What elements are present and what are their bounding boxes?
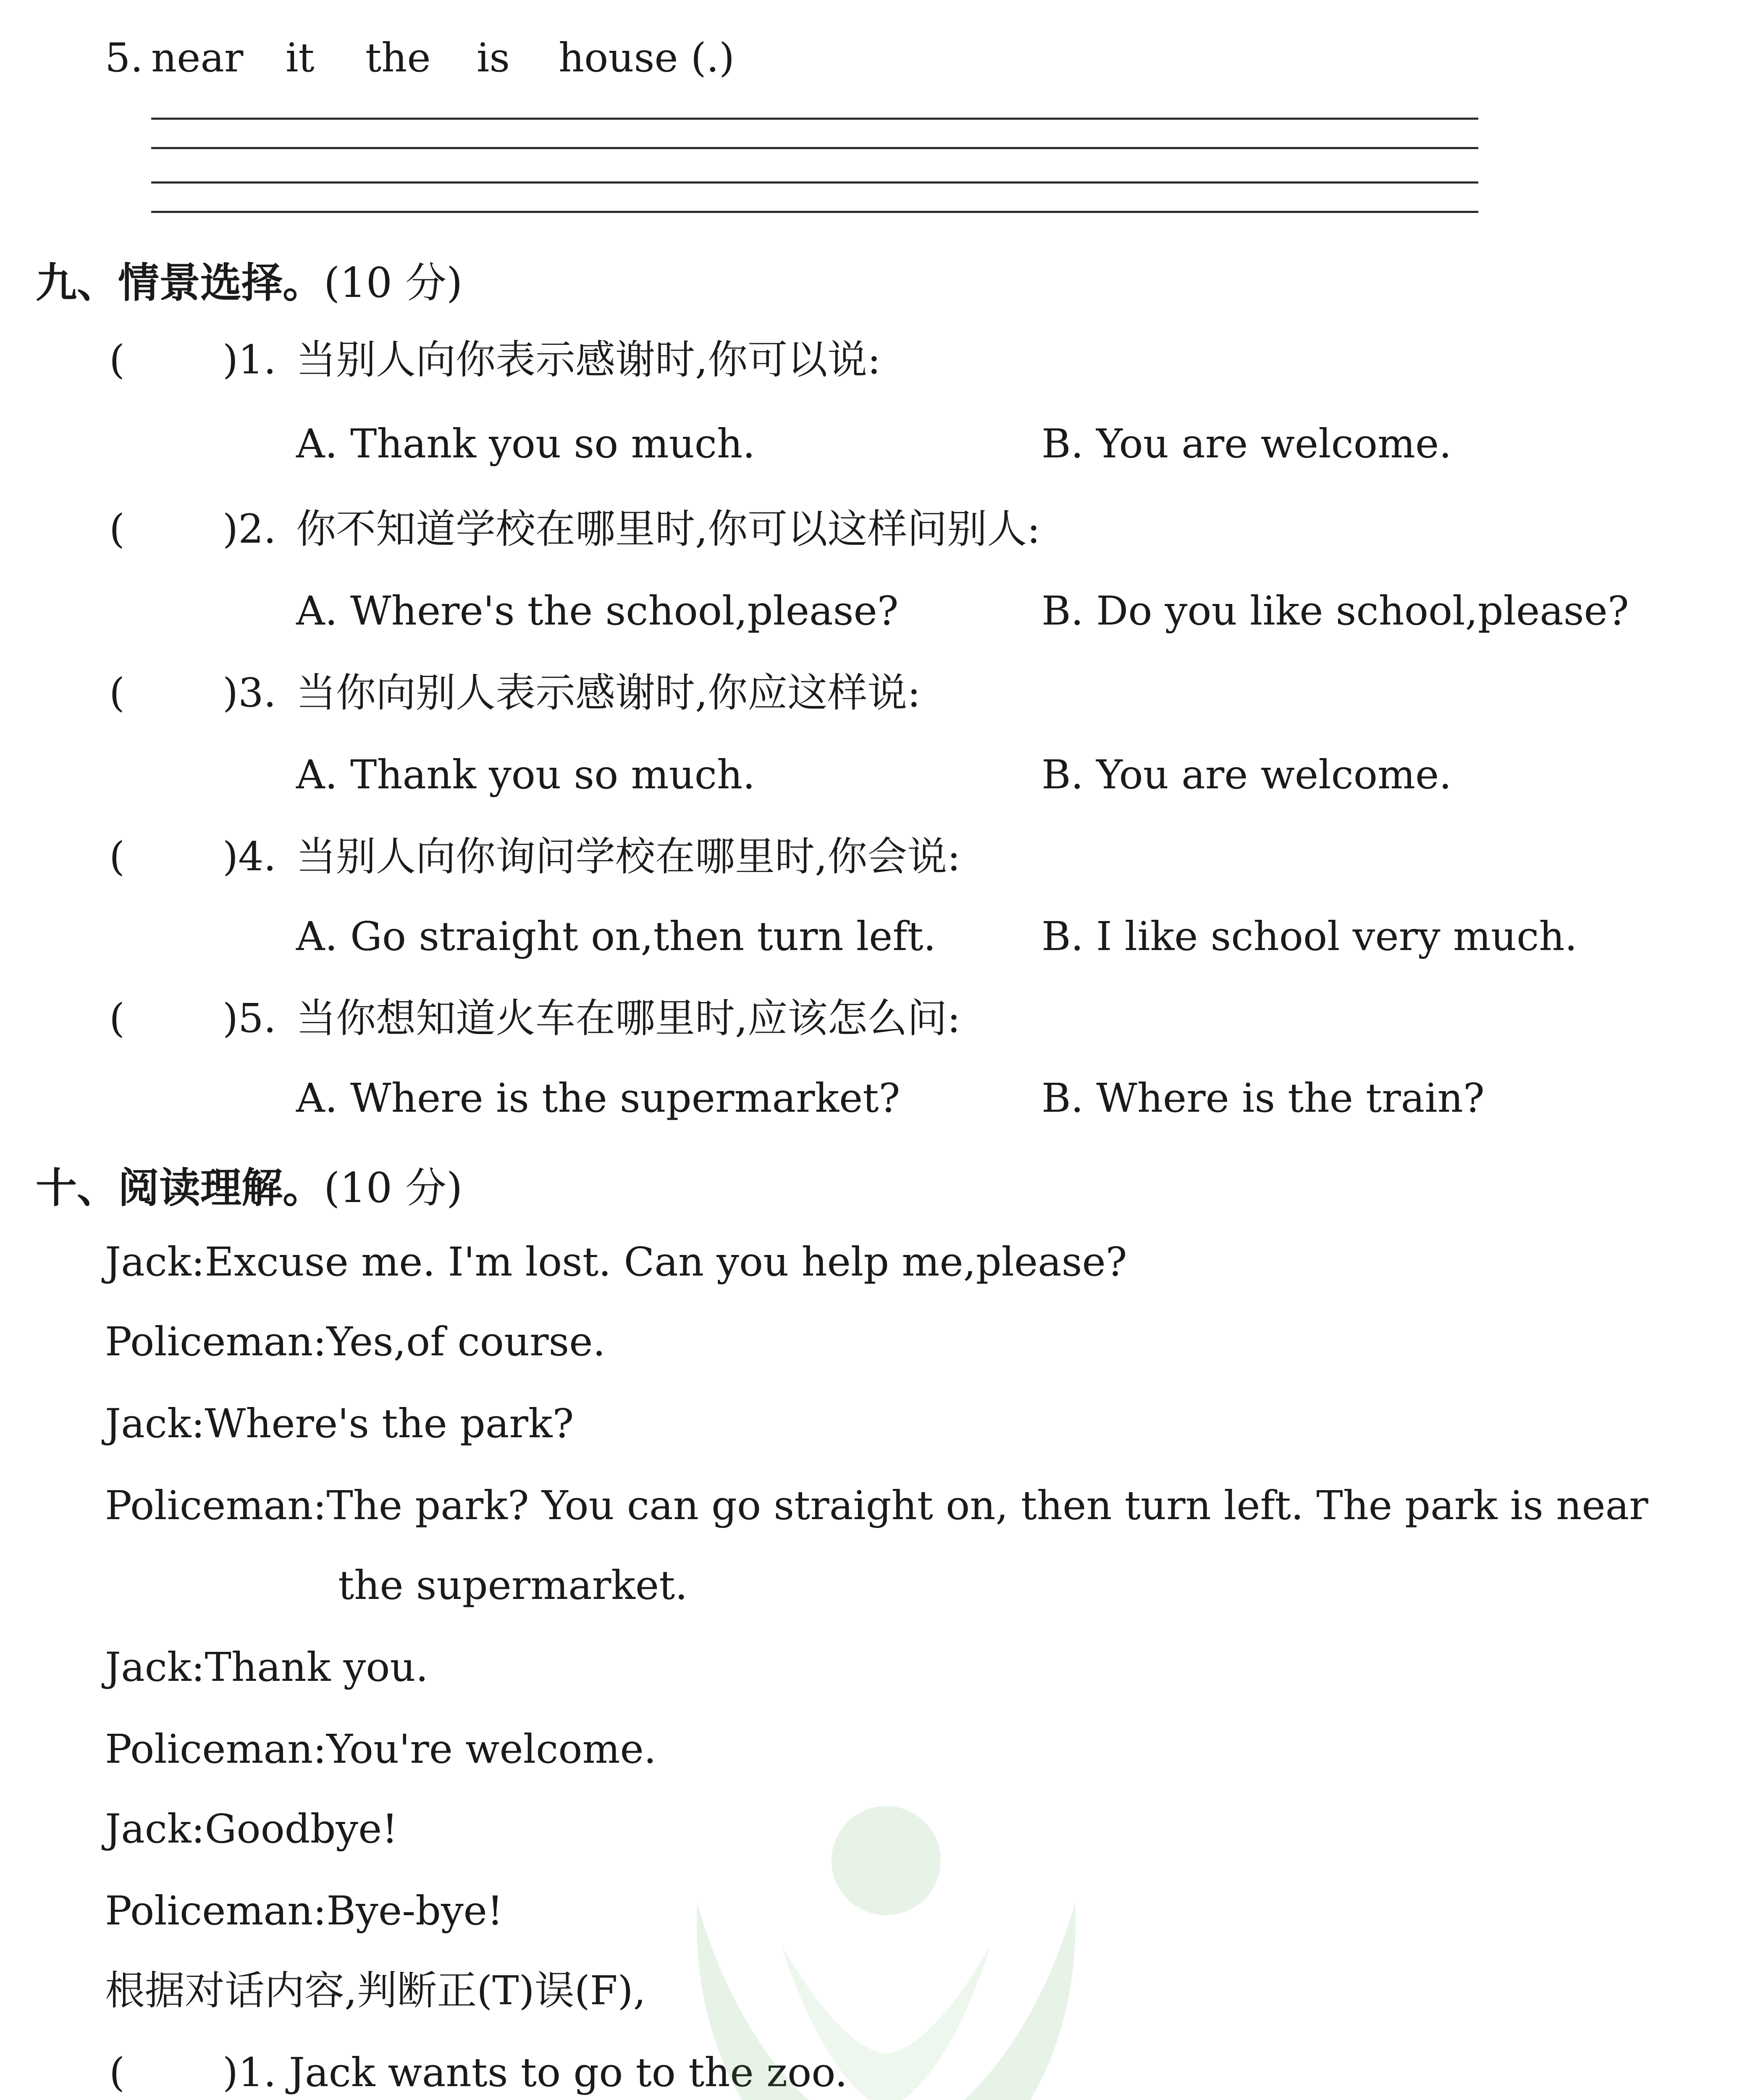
option-b[interactable]: B. You are welcome. <box>1042 421 1452 467</box>
dialogue-line: Jack:Thank you. <box>105 1644 428 1690</box>
option-a[interactable]: A. Where's the school,please? <box>296 588 899 634</box>
dialogue-line: Jack:Excuse me. I'm lost. Can you help me,please? <box>105 1239 1127 1285</box>
answer-line-4[interactable] <box>151 211 1478 213</box>
q8-item5 <box>105 33 143 83</box>
section10-heading <box>36 1155 462 1214</box>
answer-paren-open[interactable]: ( <box>109 995 125 1042</box>
section9-title: 九、情景选择。 <box>36 259 324 307</box>
question-number: )3. <box>223 670 276 716</box>
option-b[interactable]: B. Where is the train? <box>1042 1075 1485 1121</box>
q8-word-3: the <box>365 35 431 81</box>
dialogue-line: Jack:Goodbye! <box>105 1806 398 1852</box>
dialogue-line: Policeman:You're welcome. <box>105 1726 656 1772</box>
dialogue-line: Jack:Where's the park? <box>105 1401 574 1447</box>
section10-points: (10 分) <box>324 1164 463 1212</box>
question-number: )2. <box>223 506 276 552</box>
answer-line-2[interactable] <box>151 147 1478 149</box>
answer-paren-open[interactable]: ( <box>109 2050 125 2096</box>
answer-paren-open[interactable]: ( <box>109 670 125 716</box>
option-a[interactable]: A. Go straight on,then turn left. <box>296 914 936 960</box>
answer-line-1[interactable] <box>151 118 1478 120</box>
question-number: )5. <box>223 995 276 1042</box>
question-text: 当你想知道火车在哪里时,应该怎么问: <box>296 995 961 1042</box>
question-text: 当你向别人表示感谢时,你应这样说: <box>296 670 921 716</box>
question-text: 当别人向你表示感谢时,你可以说: <box>296 337 881 383</box>
q8-word-2: it <box>286 35 315 81</box>
option-b[interactable]: B. You are welcome. <box>1042 752 1452 798</box>
option-a[interactable]: A. Where is the supermarket? <box>296 1075 900 1121</box>
option-a[interactable]: A. Thank you so much. <box>296 421 756 467</box>
tf-statement: )1. Jack wants to go to the zoo. <box>223 2050 847 2096</box>
dialogue-line: the supermarket. <box>338 1562 688 1609</box>
question-text: 你不知道学校在哪里时,你可以这样问别人: <box>296 506 1041 552</box>
answer-paren-open[interactable]: ( <box>109 506 125 552</box>
option-b[interactable]: B. Do you like school,please? <box>1042 588 1629 634</box>
section9-points: (10 分) <box>324 259 463 307</box>
question-number: )4. <box>223 834 276 880</box>
question-text: 当别人向你询问学校在哪里时,你会说: <box>296 834 961 880</box>
q8-word-4: is <box>477 35 510 81</box>
question-number: )1. <box>223 337 276 383</box>
dialogue-line: Policeman:Bye-bye! <box>105 1888 504 1934</box>
q8-word-5: house (.) <box>559 35 735 81</box>
section10-title: 十、阅读理解。 <box>36 1164 324 1212</box>
answer-line-3[interactable] <box>151 181 1478 184</box>
section9-heading <box>36 250 462 309</box>
option-a[interactable]: A. Thank you so much. <box>296 752 756 798</box>
dialogue-line: Policeman:The park? You can go straight on, then turn left. The park is near <box>105 1483 1648 1529</box>
watermark-logo-icon <box>655 1798 1117 2100</box>
answer-paren-open[interactable]: ( <box>109 834 125 880</box>
q8-word-1: near <box>151 35 244 81</box>
dialogue-line: Policeman:Yes,of course. <box>105 1319 606 1365</box>
q8-item5-number: 5. <box>105 35 143 81</box>
answer-paren-open[interactable]: ( <box>109 337 125 383</box>
tf-instruction: 根据对话内容,判断正(T)误(F), <box>105 1968 646 2014</box>
option-b[interactable]: B. I like school very much. <box>1042 914 1577 960</box>
